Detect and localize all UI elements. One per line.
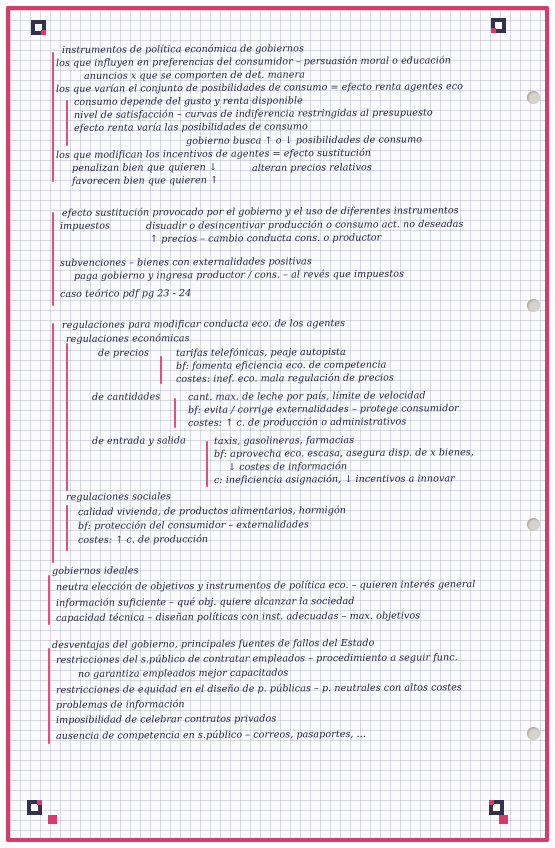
note-line: favorecen bien que quieren ↑ [71, 174, 219, 187]
note-line: restricciones del s.público de contratar empleados – procedimiento a seguir func. [55, 652, 458, 666]
bracket-bar [52, 52, 54, 182]
note-line: disuadir o desincentivar producción o consumo act. no deseadas [145, 218, 464, 232]
note-line: ausencia de competencia en s.público – correos, pasaportes, ... [55, 728, 366, 742]
note-line: tarifas telefónicas, peaje autopista [175, 346, 346, 359]
note-line: regulaciones sociales [65, 491, 172, 503]
note-line: ↓ costes de información [227, 461, 348, 473]
note-line: costes: inef. eco. mala regulación de precios [175, 372, 394, 385]
bracket-bar [206, 441, 208, 487]
note-line: cant. max. de leche por país, límite de velocidad [187, 390, 426, 403]
note-line: de cantidades [91, 391, 161, 403]
note-line: nivel de satisfacción – curvas de indiferencia restringidas al presupuesto [73, 107, 433, 121]
note-line: costes: ↑ c. de producción [77, 534, 209, 546]
notebook-corner-icon [491, 18, 506, 33]
bracket-bar [174, 398, 176, 428]
note-line: problemas de información [55, 699, 185, 711]
pink-square-mark [499, 815, 508, 824]
note-line: no garantiza empleados mejor capacitados [77, 667, 289, 680]
note-line: taxis, gasolineras, farmacias [213, 435, 355, 447]
note-line: regulaciones económicas [65, 333, 190, 345]
pink-square-mark [48, 815, 57, 824]
note-line: c: ineficiencia asignación, ↓ incentivos a innovar [213, 473, 455, 486]
note-line: bf: aprovecha eco. escasa, asegura disp. de x bienes, [213, 447, 474, 460]
note-line: restricciones de equidad en el diseño de p. públicas – p. neutrales con altos costes [55, 682, 462, 696]
note-line: neutra elección de objetivos y instrumentos de política eco. – quieren interés general [55, 579, 476, 593]
note-line: información suficiente – qué obj. quiere alcanzar la sociedad [55, 595, 355, 609]
bracket-bar [66, 343, 68, 491]
note-line: penalizan bien que quieren ↓ [71, 161, 218, 174]
note-line: los que influyen en preferencias del consumidor – persuasión moral o educación [55, 55, 452, 69]
note-line: imposibilidad de celebrar contratos privados [55, 713, 277, 726]
section-title: instrumentos de política económica de gobiernos [61, 43, 304, 56]
note-line: subvenciones – bienes con externalidades positivas [59, 256, 312, 269]
note-line: los que varían el conjunto de posibilidades de consumo = efecto renta agentes eco [55, 81, 463, 95]
note-line: anuncios x que se comporten de det. manera [83, 69, 305, 82]
binder-hole [527, 518, 540, 531]
note-line: costes: ↑ c. de producción o administrativos [187, 416, 407, 429]
note-line: bf: evita / corrige externalidades – protege consumidor [187, 403, 459, 416]
bracket-bar [52, 323, 54, 563]
note-line: los que modifican los incentivos de agentes = efecto sustitución [55, 147, 372, 161]
section-title: efecto sustitución provocado por el gobierno y el uso de diferentes instrumentos [61, 205, 459, 219]
binder-hole [527, 727, 540, 740]
section-title: regulaciones para modificar conducta eco. de los agentes [61, 318, 346, 331]
bracket-bar [52, 212, 54, 306]
notebook-corner-icon [27, 800, 42, 815]
note-line: alteran precios relativos [251, 162, 372, 174]
binder-hole [527, 91, 540, 104]
note-line: paga gobierno y ingresa productor / cons. – al revés que impuestos [73, 268, 405, 282]
note-line: de entrada y salida [91, 435, 186, 447]
note-line: de precios [97, 347, 149, 359]
notebook-corner-icon [31, 20, 46, 35]
bracket-bar [66, 505, 68, 551]
note-line: gobierno busca ↑ o ↓ posibilidades de consumo [185, 134, 423, 147]
bracket-bar [48, 648, 50, 744]
binder-hole [527, 299, 540, 312]
section-title: desventajas del gobierno, principales fuentes de fallos del Estado [51, 637, 375, 651]
note-line: bf: protección del consumidor – externalidades [77, 519, 309, 532]
note-line: consumo depende del gusto y renta disponible [73, 95, 303, 108]
note-line: impuestos [59, 220, 111, 232]
notebook-corner-icon [489, 800, 504, 815]
bracket-bar [160, 356, 162, 384]
note-line: calidad vivienda, de productos alimentarios, hormigón [77, 505, 347, 518]
note-line: ↑ precios – cambio conducta cons. o productor [149, 232, 382, 245]
note-line: efecto renta varía las posibilidades de consumo [73, 121, 308, 134]
note-line: capacidad técnica – diseñan políticas con inst. adecuadas – max. objetivos [55, 610, 421, 624]
note-line: bf: fomenta eficiencia eco. de competencia [175, 359, 387, 372]
note-line: caso teórico pdf pg 23 - 24 [59, 288, 192, 300]
section-title: gobiernos ideales [51, 565, 139, 577]
bracket-bar [66, 100, 68, 146]
bracket-bar [48, 575, 50, 625]
